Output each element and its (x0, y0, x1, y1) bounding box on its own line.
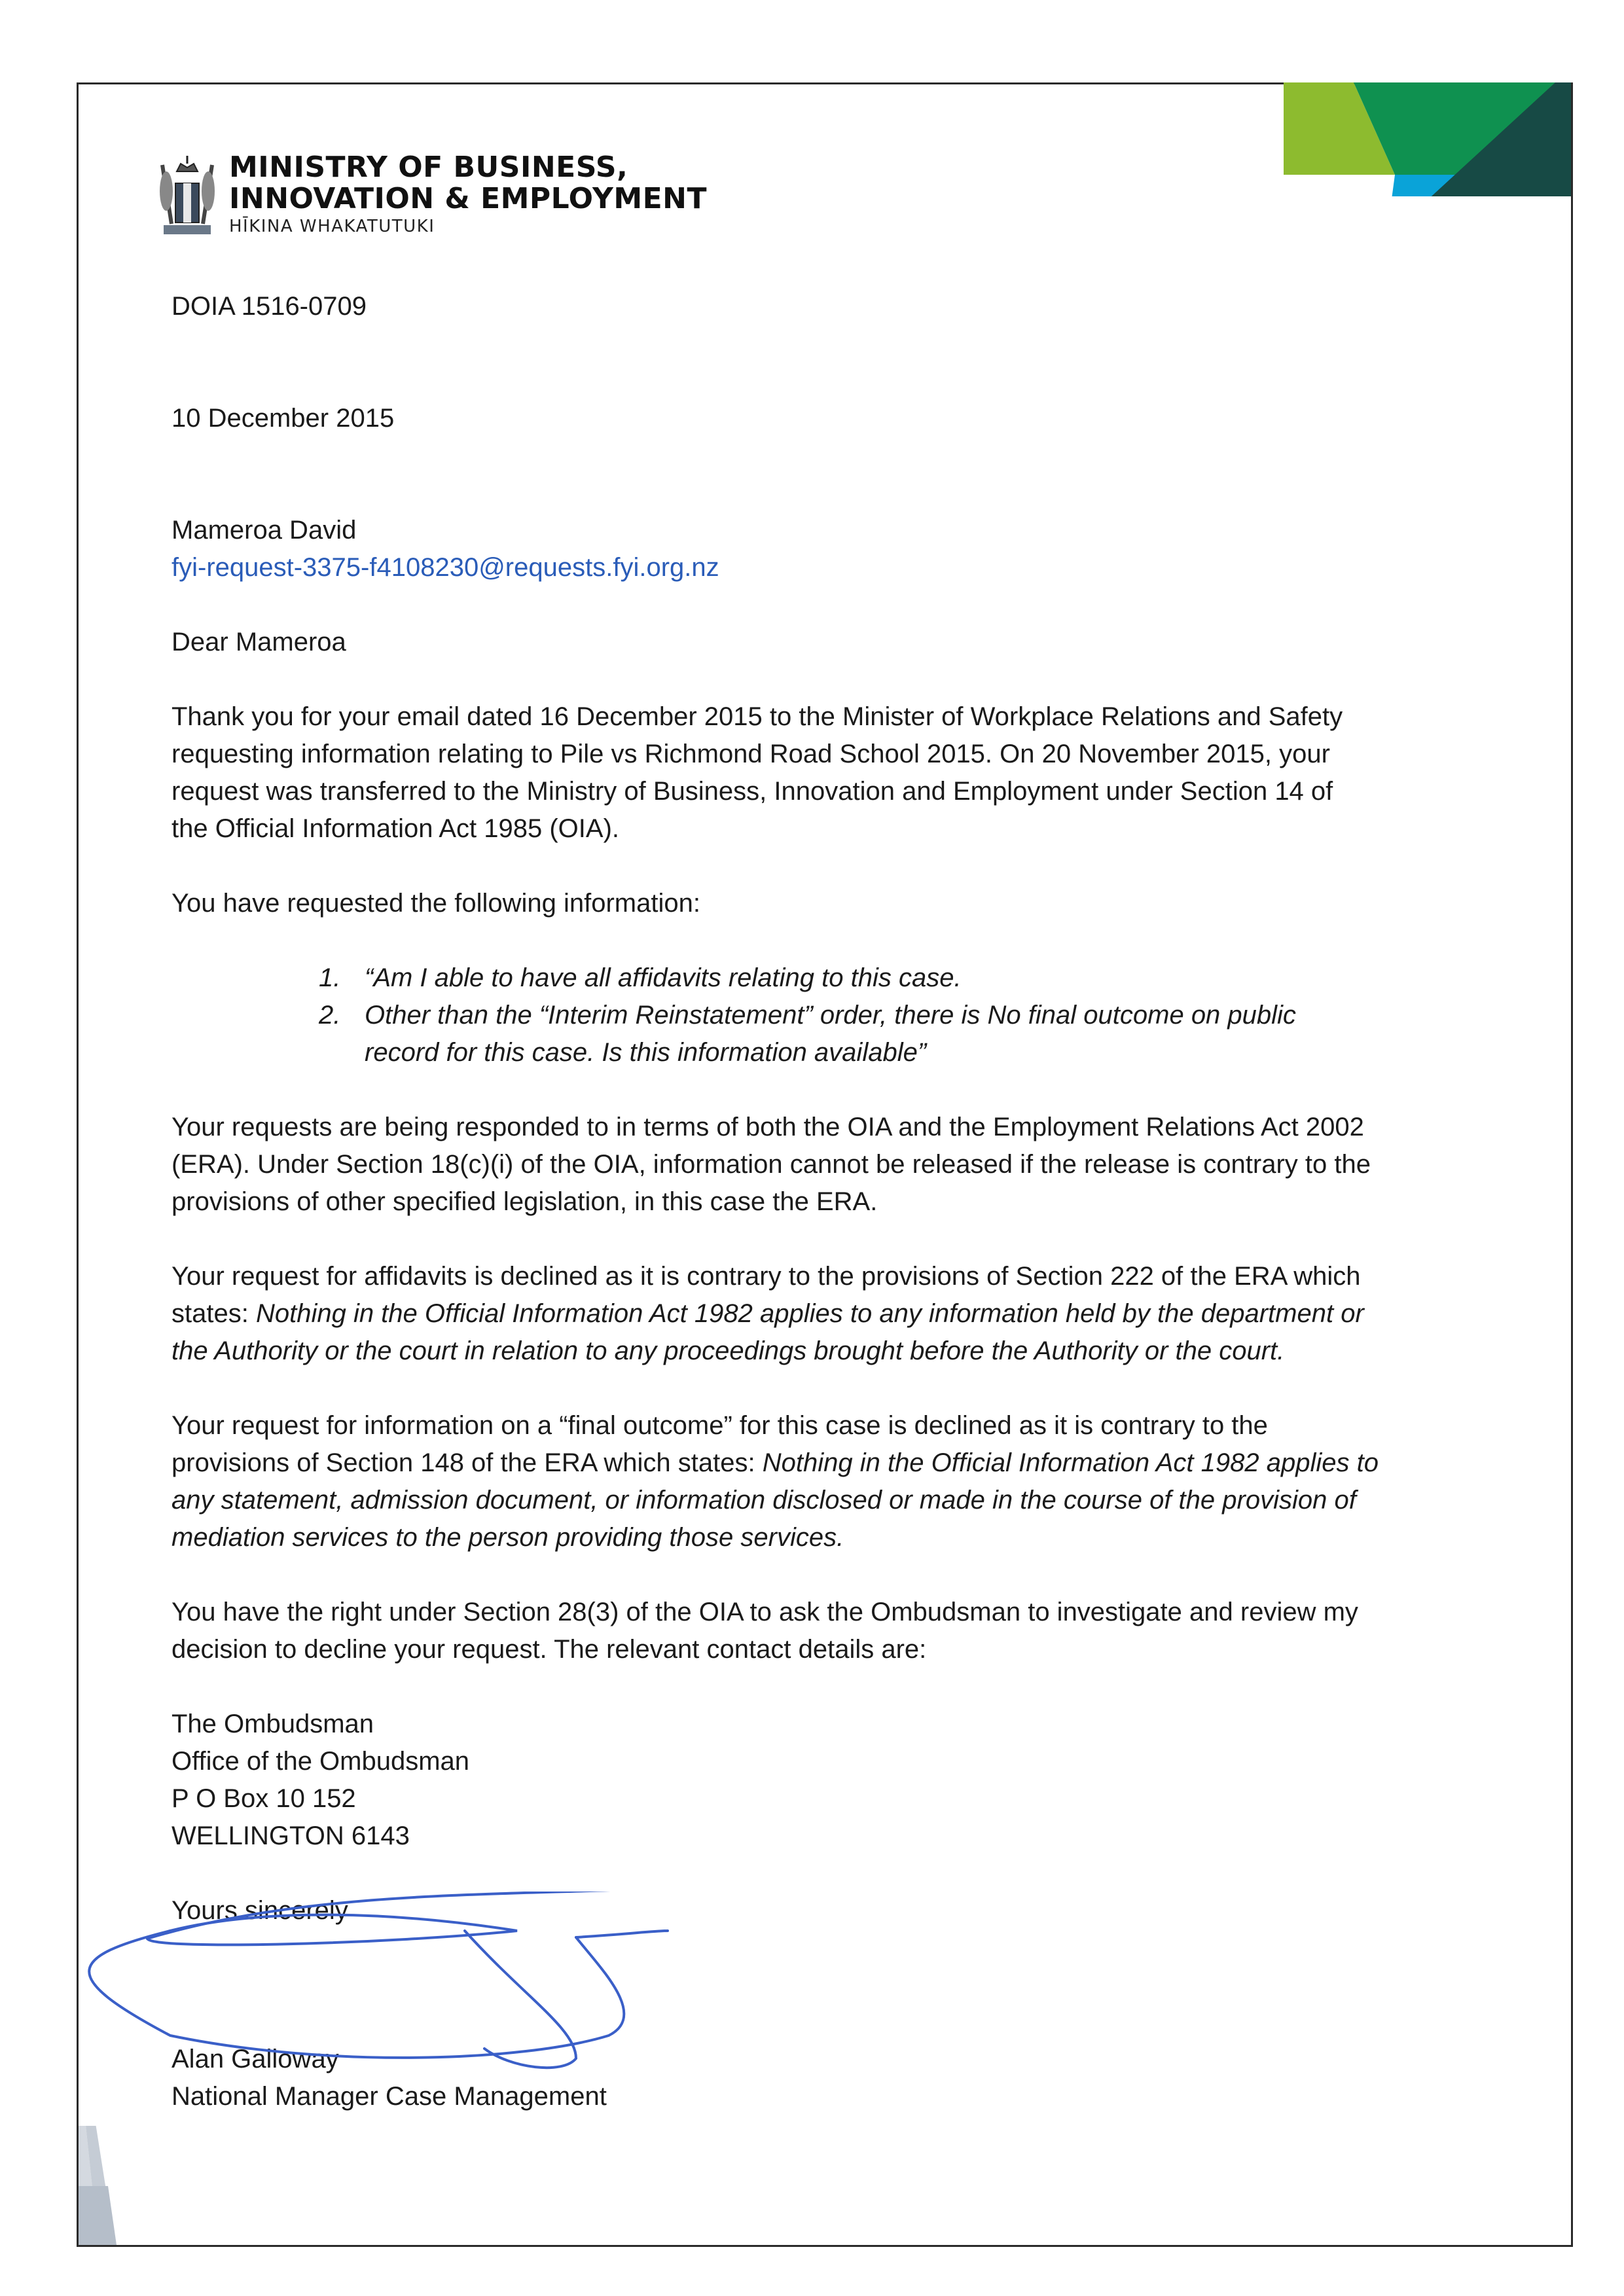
text-line: Thank you for your email dated 16 December 2015 to the Minister of Workplace Relations and Safety (171, 702, 1343, 731)
paragraph-requested: You have requested the following information: (171, 889, 700, 918)
request-list (171, 960, 1454, 1071)
list-text: “Am I able to have all affidavits relating to this case. (365, 963, 962, 992)
text-line: You have the right under Section 28(3) of the OIA to ask the Ombudsman to investigate and review my (171, 1598, 1358, 1626)
address-line: P O Box 10 152 (171, 1784, 356, 1813)
text-line: request was transferred to the Ministry of Business, Innovation and Employment under Section 14 of (171, 777, 1333, 806)
quoted-legislation: the Authority or the court in relation to any proceedings brought before the Authority or the court. (171, 1336, 1285, 1365)
text-line (171, 1295, 1454, 1333)
quoted-legislation: Nothing in the Official Information Act 1982 applies to (762, 1448, 1379, 1477)
text-line (171, 1444, 1454, 1482)
paragraph-intro (171, 698, 1454, 848)
paragraph-oia-era (171, 1109, 1454, 1221)
text-segment: provisions of Section 148 of the ERA which states: (171, 1448, 763, 1477)
signatory-title: National Manager Case Management (171, 2082, 607, 2111)
text-line: the Official Information Act 1985 (OIA). (171, 814, 620, 843)
brand-corner-graphic (1284, 0, 1624, 196)
org-name-maori: HĪKINA WHAKATUTUKI (229, 217, 435, 236)
list-number: 2. (319, 1001, 341, 1030)
text-line: Your requests are being responded to in terms of both the OIA and the Employment Relations Act 2002 (171, 1113, 1364, 1141)
reference-number: DOIA 1516-0709 (171, 292, 367, 321)
letter-body (171, 288, 1454, 2115)
text-segment: states: (171, 1299, 256, 1328)
quoted-legislation: any statement, admission document, or information disclosed or made in the course of the provision of (171, 1486, 1356, 1515)
org-name-line-1: MINISTRY OF BUSINESS, (229, 151, 628, 184)
recipient-email-link[interactable]: fyi-request-3375-f4108230@requests.fyi.org.nz (171, 553, 719, 582)
address-line: Office of the Ombudsman (171, 1747, 470, 1776)
list-item (319, 960, 1454, 997)
letter-date: 10 December 2015 (171, 404, 395, 433)
signatory-name: Alan Galloway (171, 2045, 339, 2073)
recipient-block (171, 512, 1454, 586)
text-line: decision to decline your request. The relevant contact details are: (171, 1635, 927, 1664)
org-name-line-2: INNOVATION & EMPLOYMENT (229, 182, 708, 215)
address-line: The Ombudsman (171, 1710, 374, 1738)
text-line: (ERA). Under Section 18(c)(i) of the OIA, information cannot be released if the release is contrary to the (171, 1150, 1371, 1179)
list-number: 1. (319, 963, 341, 992)
handwritten-signature (82, 1892, 736, 2101)
coat-of-arms-icon (157, 152, 217, 243)
text-line: requesting information relating to Pile vs Richmond Road School 2015. On 20 November 2015, your (171, 740, 1330, 768)
closing: Yours sincerely (171, 1896, 348, 1925)
quoted-legislation: Nothing in the Official Information Act 1982 applies to any information held by the department or (255, 1299, 1364, 1328)
paragraph-ombudsman-right (171, 1594, 1454, 1668)
paragraph-affidavits-declined (171, 1258, 1454, 1370)
text-line: provisions of other specified legislation, in this case the ERA. (171, 1187, 878, 1216)
ministry-logo (157, 152, 707, 243)
paragraph-final-outcome-declined (171, 1407, 1454, 1556)
brand-corner-graphic-bottom (0, 2126, 209, 2296)
salutation: Dear Mameroa (171, 628, 346, 656)
text-line: Your request for affidavits is declined as it is contrary to the provisions of Section 222 of the ERA which (171, 1262, 1361, 1291)
list-item (319, 997, 1454, 1071)
text-line: Your request for information on a “final outcome” for this case is declined as it is contrary to the (171, 1411, 1268, 1440)
ombudsman-address (171, 1706, 1454, 1855)
recipient-name: Mameroa David (171, 516, 357, 545)
list-text: Other than the “Interim Reinstatement” order, there is No final outcome on public (365, 1001, 1296, 1030)
quoted-legislation: mediation services to the person providing those services. (171, 1523, 844, 1552)
address-line: WELLINGTON 6143 (171, 1821, 410, 1850)
list-text: record for this case. Is this information available” (365, 1038, 927, 1067)
